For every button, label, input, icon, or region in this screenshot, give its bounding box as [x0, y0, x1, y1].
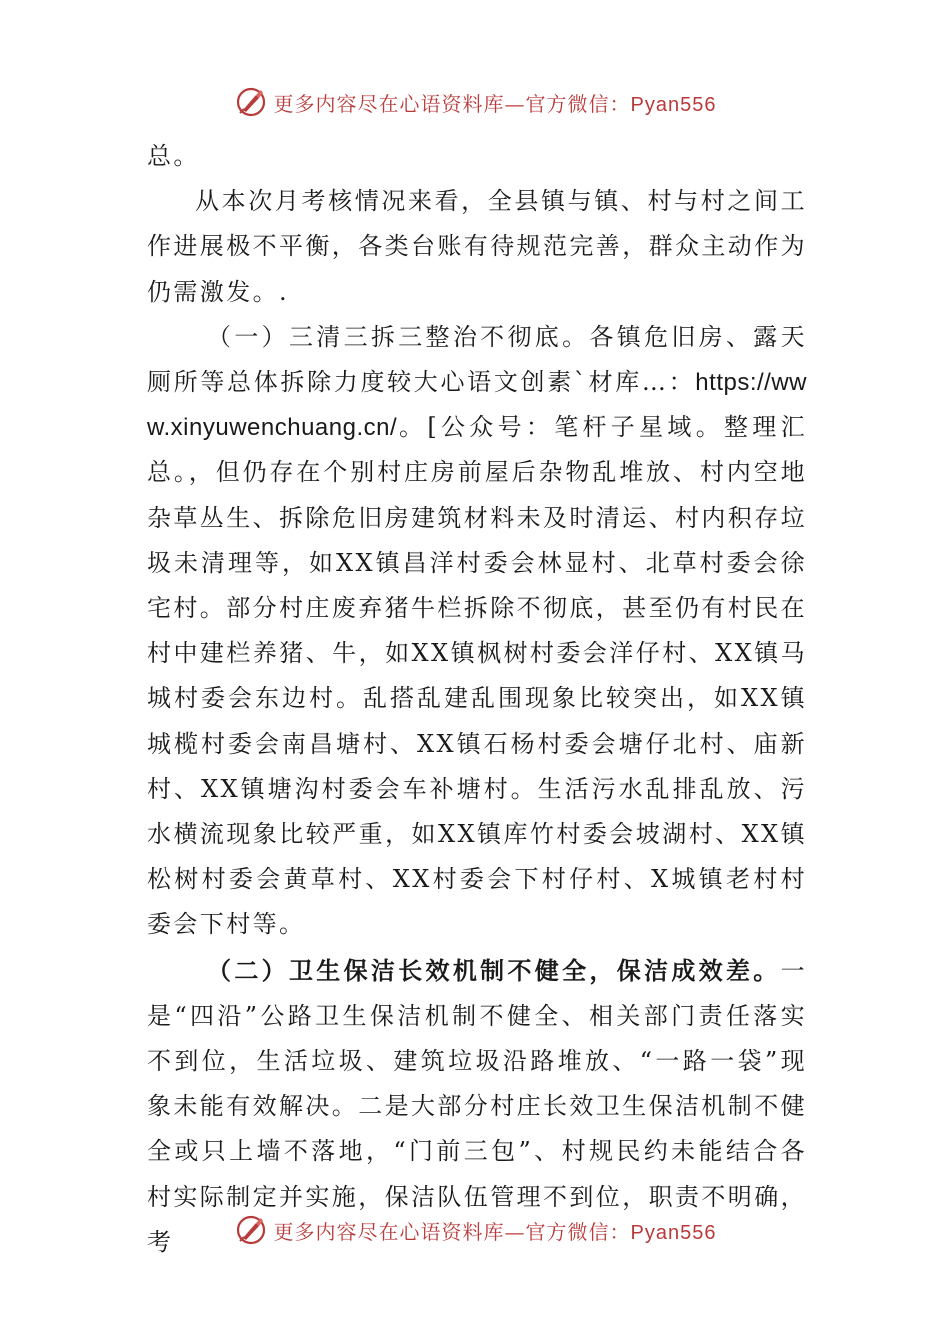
paragraph-summary: 从本次月考核情况来看，全县镇与镇、村与村之间工作进展极不平衡，各类台账有待规范完善，群众主动作为仍需激发。.	[147, 187, 807, 306]
footer-watermark-banner	[0, 1208, 950, 1252]
section-two-heading: （二）卫生保洁长效机制不健全，保洁成效差。	[207, 955, 781, 985]
banner-wechat-id: Pyan556	[630, 93, 717, 116]
banner-text	[274, 88, 717, 117]
paragraph-continuation: 总。	[147, 142, 200, 170]
banner-wechat-id: Pyan556	[630, 1221, 717, 1244]
paragraph-section-one	[147, 315, 807, 948]
banner-prefix: 更多内容尽在心语资料库—官方微信：	[273, 91, 631, 116]
header-watermark-banner	[0, 80, 950, 124]
pen-nib-logo-icon	[234, 1213, 268, 1247]
section-two-body: 一是“四沿”公路卫生保洁机制不健全、相关部门责任落实不到位，生活垃圾、建筑垃圾沿路堆放、“一路一袋”现象未能有效解决。二是大部分村庄长效卫生保洁机制不健全或只上墙不落地，“门前三包”、村规民约未能结合各村实际制定并实施，保洁队伍管理不到位，职责不明确，考	[147, 956, 807, 1256]
banner-text	[274, 1216, 717, 1245]
banner-prefix: 更多内容尽在心语资料库—官方微信：	[273, 1219, 631, 1244]
section-one-text-a: （一）三清三拆三整治不彻底。各镇危旧房、露天厕所等总体拆除力度较大心语文创素`材库…：	[147, 322, 807, 397]
section-one-text-b: 。[公众号：笔杆子星域。整理汇总。，但仍存在个别村庄房前屋后杂物乱堆放、村内空地杂草丛生、拆除危旧房建筑材料未及时清运、村内积存垃圾未清理等，如XX镇昌洋村委会林显村、北草村委会徐宅村。部分村庄废弃猪牛栏拆除不彻底，甚至仍有村民在村中建栏养猪、牛，如XX镇枫树村委会洋仔村、XX镇马城村委会东边村。乱搭乱建乱围现象比较突出，如XX镇城榄村委会南昌塘村、XX镇石杨村委会塘仔北村、庙新村、XX镇塘沟村委会车补塘村。生活污水乱排乱放、污水横流现象比较严重，如XX镇库竹村委会坡湖村、XX镇松树村委会黄草村、XX村委会下村仔村、X城镇老村村委会下村等。	[147, 413, 807, 939]
source-url: https://www.xinyuwenchuang.cn/	[147, 369, 807, 442]
pen-nib-logo-icon	[234, 85, 268, 119]
document-body	[147, 134, 807, 1265]
